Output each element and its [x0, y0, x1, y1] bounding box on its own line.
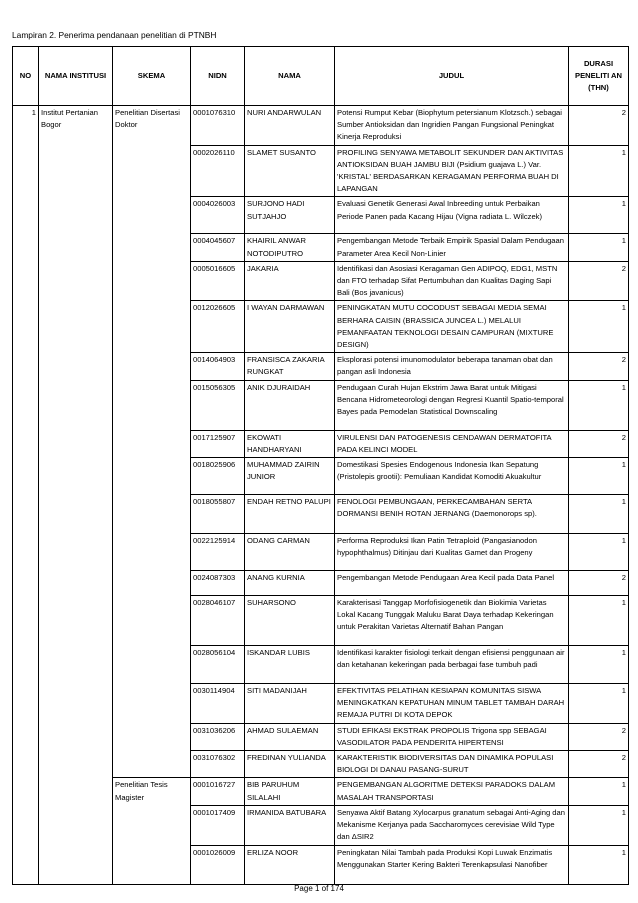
cell-nidn: 0015056305 — [191, 380, 245, 430]
cell-judul: Senyawa Aktif Batang Xylocarpus granatum sebagai Anti-Aging dan Mekanisme Kerjanya pada Saccharomyces cerevisiae Wild Type dan ΔSIR2 — [335, 805, 569, 845]
cell-judul: Pendugaan Curah Hujan Ekstrim Jawa Barat untuk Mitigasi Bencana Hidrometeorologi dengan Regresi Kuantil Spatio-temporal Bayes pada Pemodelan Statistical Downscaling — [335, 380, 569, 430]
cell-nidn: 0001076310 — [191, 106, 245, 146]
cell-no — [13, 723, 39, 750]
cell-skema — [113, 596, 191, 646]
cell-nidn: 0014064903 — [191, 353, 245, 380]
table-row — [13, 596, 629, 646]
table-row — [13, 301, 629, 353]
header-judul: JUDUL — [335, 47, 569, 106]
cell-no — [13, 353, 39, 380]
cell-nama: KHAIRIL ANWAR NOTODIPUTRO — [245, 234, 335, 261]
cell-nama: FRANSISCA ZAKARIA RUNGKAT — [245, 353, 335, 380]
cell-durasi: 2 — [569, 261, 629, 301]
cell-institusi — [39, 778, 113, 805]
cell-durasi: 1 — [569, 145, 629, 197]
cell-institusi — [39, 495, 113, 534]
cell-judul: Eksplorasi potensi imunomodulator beberapa tanaman obat dan pangan asli Indonesia — [335, 353, 569, 380]
cell-nidn: 0001026009 — [191, 845, 245, 884]
cell-skema — [113, 234, 191, 261]
cell-judul: KARAKTERISTIK BIODIVERSITAS DAN DINAMIKA POPULASI BIOLOGI DI DANAU PASANG-SURUT — [335, 751, 569, 778]
cell-no — [13, 301, 39, 353]
cell-durasi: 1 — [569, 684, 629, 724]
cell-nidn: 0018025906 — [191, 458, 245, 495]
cell-nama: SLAMET SUSANTO — [245, 145, 335, 197]
cell-skema — [113, 145, 191, 197]
header-no: NO — [13, 47, 39, 106]
table-row — [13, 234, 629, 261]
cell-nama: SURJONO HADI SUTJAHJO — [245, 197, 335, 234]
cell-judul: Peningkatan Nilai Tambah pada Produksi Kopi Luwak Enzimatis Menggunakan Starter Kering Bakteri Terenkapsulasi Nanofiber — [335, 845, 569, 884]
header-skema: SKEMA — [113, 47, 191, 106]
page-footer: Page 1 of 174 — [294, 884, 344, 893]
cell-skema — [113, 430, 191, 457]
cell-nama: AHMAD SULAEMAN — [245, 723, 335, 750]
cell-durasi: 1 — [569, 534, 629, 571]
cell-no — [13, 845, 39, 884]
cell-skema — [113, 534, 191, 571]
table-row — [13, 684, 629, 724]
cell-institusi — [39, 845, 113, 884]
cell-nidn: 0005016605 — [191, 261, 245, 301]
cell-judul: Potensi Rumput Kebar (Biophytum petersianum Klotzsch.) sebagai Sumber Antioksidan dan Ingridien Pangan Fungsional Peningkat Kinerja Reproduksi — [335, 106, 569, 146]
cell-no — [13, 145, 39, 197]
cell-durasi: 2 — [569, 723, 629, 750]
cell-nama: SITI MADANIJAH — [245, 684, 335, 724]
cell-judul: Evaluasi Genetik Generasi Awal Inbreeding untuk Perbaikan Periode Panen pada Kacang Hijau (Vigna radiata L. Wilczek) — [335, 197, 569, 234]
cell-no — [13, 646, 39, 684]
cell-no — [13, 234, 39, 261]
table-row — [13, 430, 629, 457]
header-nidn: NIDN — [191, 47, 245, 106]
cell-nama: IRMANIDA BATUBARA — [245, 805, 335, 845]
cell-judul: Pengembangan Metode Pendugaan Area Kecil pada Data Panel — [335, 571, 569, 596]
cell-nama: JAKARIA — [245, 261, 335, 301]
cell-institusi — [39, 430, 113, 457]
cell-judul: EFEKTIVITAS PELATIHAN KESIAPAN KOMUNITAS SISWA MENINGKATKAN KEPATUHAN MINUM TABLET TAMBAH DARAH REMAJA PUTRI DI KOTA DEPOK — [335, 684, 569, 724]
page-caption: Lampiran 2. Penerima pendanaan penelitian di PTNBH — [12, 30, 217, 40]
cell-nama: FREDINAN YULIANDA — [245, 751, 335, 778]
table-row — [13, 145, 629, 197]
cell-judul: Domestikasi Spesies Endogenous Indonesia Ikan Sepatung (Pristolepis grootii): Pemuliaan Kandidat Komoditi Akuakultur — [335, 458, 569, 495]
cell-nidn: 0028046107 — [191, 596, 245, 646]
cell-no — [13, 197, 39, 234]
cell-no — [13, 596, 39, 646]
cell-nidn: 0004045607 — [191, 234, 245, 261]
table-row — [13, 106, 629, 146]
cell-nama: ENDAH RETNO PALUPI — [245, 495, 335, 534]
cell-skema — [113, 571, 191, 596]
cell-institusi — [39, 646, 113, 684]
cell-skema — [113, 353, 191, 380]
cell-skema — [113, 197, 191, 234]
cell-nidn: 0024087303 — [191, 571, 245, 596]
table-row — [13, 723, 629, 750]
cell-skema: Penelitian Tesis Magister — [113, 778, 191, 805]
table-row — [13, 458, 629, 495]
cell-institusi — [39, 571, 113, 596]
cell-judul: PENINGKATAN MUTU COCODUST SEBAGAI MEDIA SEMAI BERHARA CAISIN (BRASSICA JUNCEA L.) MELALUI PEMANFAATAN TEKNOLOGI DESAIN CAMPURAN (MIXTURE DESIGN) — [335, 301, 569, 353]
cell-nama: BIB PARUHUM SILALAHI — [245, 778, 335, 805]
cell-no — [13, 751, 39, 778]
cell-no — [13, 430, 39, 457]
cell-no — [13, 778, 39, 805]
cell-durasi: 2 — [569, 751, 629, 778]
cell-durasi: 1 — [569, 301, 629, 353]
header-durasi: DURASI PENELITI AN (THN) — [569, 47, 629, 106]
table-body — [13, 106, 629, 885]
table-row — [13, 353, 629, 380]
cell-institusi — [39, 234, 113, 261]
cell-skema — [113, 751, 191, 778]
cell-judul: Performa Reproduksi Ikan Patin Tetraploid (Pangasianodon hypophthalmus) Ditinjau dari Kualitas Gamet dan Progeny — [335, 534, 569, 571]
table-row — [13, 380, 629, 430]
cell-durasi: 1 — [569, 495, 629, 534]
cell-skema — [113, 458, 191, 495]
cell-nidn: 0004026003 — [191, 197, 245, 234]
cell-nidn: 0022125914 — [191, 534, 245, 571]
cell-nama: I WAYAN DARMAWAN — [245, 301, 335, 353]
cell-judul: FENOLOGI PEMBUNGAAN, PERKECAMBAHAN SERTA DORMANSI BENIH ROTAN JERNANG (Daemonorops sp). — [335, 495, 569, 534]
cell-institusi — [39, 301, 113, 353]
cell-judul: PENGEMBANGAN ALGORITME DETEKSI PARADOKS DALAM MASALAH TRANSPORTASI — [335, 778, 569, 805]
cell-skema — [113, 261, 191, 301]
table-row — [13, 534, 629, 571]
cell-no — [13, 571, 39, 596]
cell-no — [13, 458, 39, 495]
cell-durasi: 1 — [569, 234, 629, 261]
cell-institusi — [39, 145, 113, 197]
header-row — [13, 47, 629, 106]
cell-judul: PROFILING SENYAWA METABOLIT SEKUNDER DAN AKTIVITAS ANTIOKSIDAN BUAH JAMBU BIJI (Psidium guajava L.) Var. 'KRISTAL' BERDASARKAN KERAGAMAN PERFORMA BUAH DI LAPANGAN — [335, 145, 569, 197]
table-row — [13, 805, 629, 845]
cell-nama: ISKANDAR LUBIS — [245, 646, 335, 684]
cell-nidn: 0031036206 — [191, 723, 245, 750]
cell-institusi — [39, 353, 113, 380]
table-row — [13, 778, 629, 805]
cell-durasi: 1 — [569, 596, 629, 646]
cell-nama: ANIK DJURAIDAH — [245, 380, 335, 430]
cell-nidn: 0031076302 — [191, 751, 245, 778]
table-row — [13, 495, 629, 534]
cell-nama: EKOWATI HANDHARYANI — [245, 430, 335, 457]
cell-nidn: 0001016727 — [191, 778, 245, 805]
cell-institusi — [39, 751, 113, 778]
cell-nidn: 0030114904 — [191, 684, 245, 724]
grantee-table — [12, 46, 629, 885]
cell-durasi: 2 — [569, 353, 629, 380]
cell-nidn: 0017125907 — [191, 430, 245, 457]
cell-institusi: Institut Pertanian Bogor — [39, 106, 113, 146]
cell-skema — [113, 684, 191, 724]
cell-institusi — [39, 261, 113, 301]
cell-skema — [113, 723, 191, 750]
cell-nama: SUHARSONO — [245, 596, 335, 646]
cell-no — [13, 261, 39, 301]
cell-durasi: 1 — [569, 805, 629, 845]
table-row — [13, 646, 629, 684]
cell-skema — [113, 495, 191, 534]
cell-institusi — [39, 596, 113, 646]
cell-no — [13, 380, 39, 430]
cell-no — [13, 534, 39, 571]
cell-nidn: 0012026605 — [191, 301, 245, 353]
cell-judul: Identifikasi karakter fisiologi terkait dengan efisiensi penggunaan air dan ketahanan kekeringan pada berbagai fase tumbuh padi — [335, 646, 569, 684]
table-row — [13, 197, 629, 234]
cell-nama: MUHAMMAD ZAIRIN JUNIOR — [245, 458, 335, 495]
table-row — [13, 845, 629, 884]
cell-skema — [113, 301, 191, 353]
table-row — [13, 571, 629, 596]
cell-skema — [113, 845, 191, 884]
cell-institusi — [39, 723, 113, 750]
cell-no — [13, 495, 39, 534]
cell-institusi — [39, 380, 113, 430]
cell-durasi: 1 — [569, 458, 629, 495]
cell-durasi: 1 — [569, 845, 629, 884]
header-institusi: NAMA INSTITUSI — [39, 47, 113, 106]
table-row — [13, 261, 629, 301]
cell-no — [13, 805, 39, 845]
cell-nama: ODANG CARMAN — [245, 534, 335, 571]
cell-nidn: 0001017409 — [191, 805, 245, 845]
cell-nama: ERLIZA NOOR — [245, 845, 335, 884]
cell-no — [13, 684, 39, 724]
cell-judul: VIRULENSI DAN PATOGENESIS CENDAWAN DERMATOFITA PADA KELINCI MODEL — [335, 430, 569, 457]
cell-nama: NURI ANDARWULAN — [245, 106, 335, 146]
cell-durasi: 1 — [569, 778, 629, 805]
cell-durasi: 1 — [569, 197, 629, 234]
cell-nidn: 0002026110 — [191, 145, 245, 197]
cell-durasi: 2 — [569, 430, 629, 457]
header-nama: NAMA — [245, 47, 335, 106]
cell-no: 1 — [13, 106, 39, 146]
cell-institusi — [39, 684, 113, 724]
cell-nidn: 0018055807 — [191, 495, 245, 534]
cell-nama: ANANG KURNIA — [245, 571, 335, 596]
cell-skema: Penelitian Disertasi Doktor — [113, 106, 191, 146]
cell-nidn: 0028056104 — [191, 646, 245, 684]
cell-institusi — [39, 534, 113, 571]
cell-judul: STUDI EFIKASI EKSTRAK PROPOLIS Trigona spp SEBAGAI VASODILATOR PADA PENDERITA HIPERTENSI — [335, 723, 569, 750]
cell-skema — [113, 805, 191, 845]
cell-skema — [113, 646, 191, 684]
table-row — [13, 751, 629, 778]
cell-judul: Identifikasi dan Asosiasi Keragaman Gen ADIPOQ, EDG1, MSTN dan FTO terhadap Sifat Pertumbuhan dan Kualitas Daging Sapi Bali (Bos javanicus) — [335, 261, 569, 301]
cell-durasi: 1 — [569, 646, 629, 684]
cell-skema — [113, 380, 191, 430]
cell-durasi: 2 — [569, 106, 629, 146]
cell-judul: Pengembangan Metode Terbaik Empirik Spasial Dalam Pendugaan Parameter Area Kecil Non-Linier — [335, 234, 569, 261]
cell-institusi — [39, 197, 113, 234]
cell-institusi — [39, 458, 113, 495]
cell-institusi — [39, 805, 113, 845]
cell-durasi: 1 — [569, 380, 629, 430]
cell-durasi: 2 — [569, 571, 629, 596]
cell-judul: Karakterisasi Tanggap Morfofisiogenetik dan Biokimia Varietas Lokal Kacang Tunggak Maluku Barat Daya terhadap Kekeringan untuk Perakitan Varietas Alternatif Bahan Pangan — [335, 596, 569, 646]
